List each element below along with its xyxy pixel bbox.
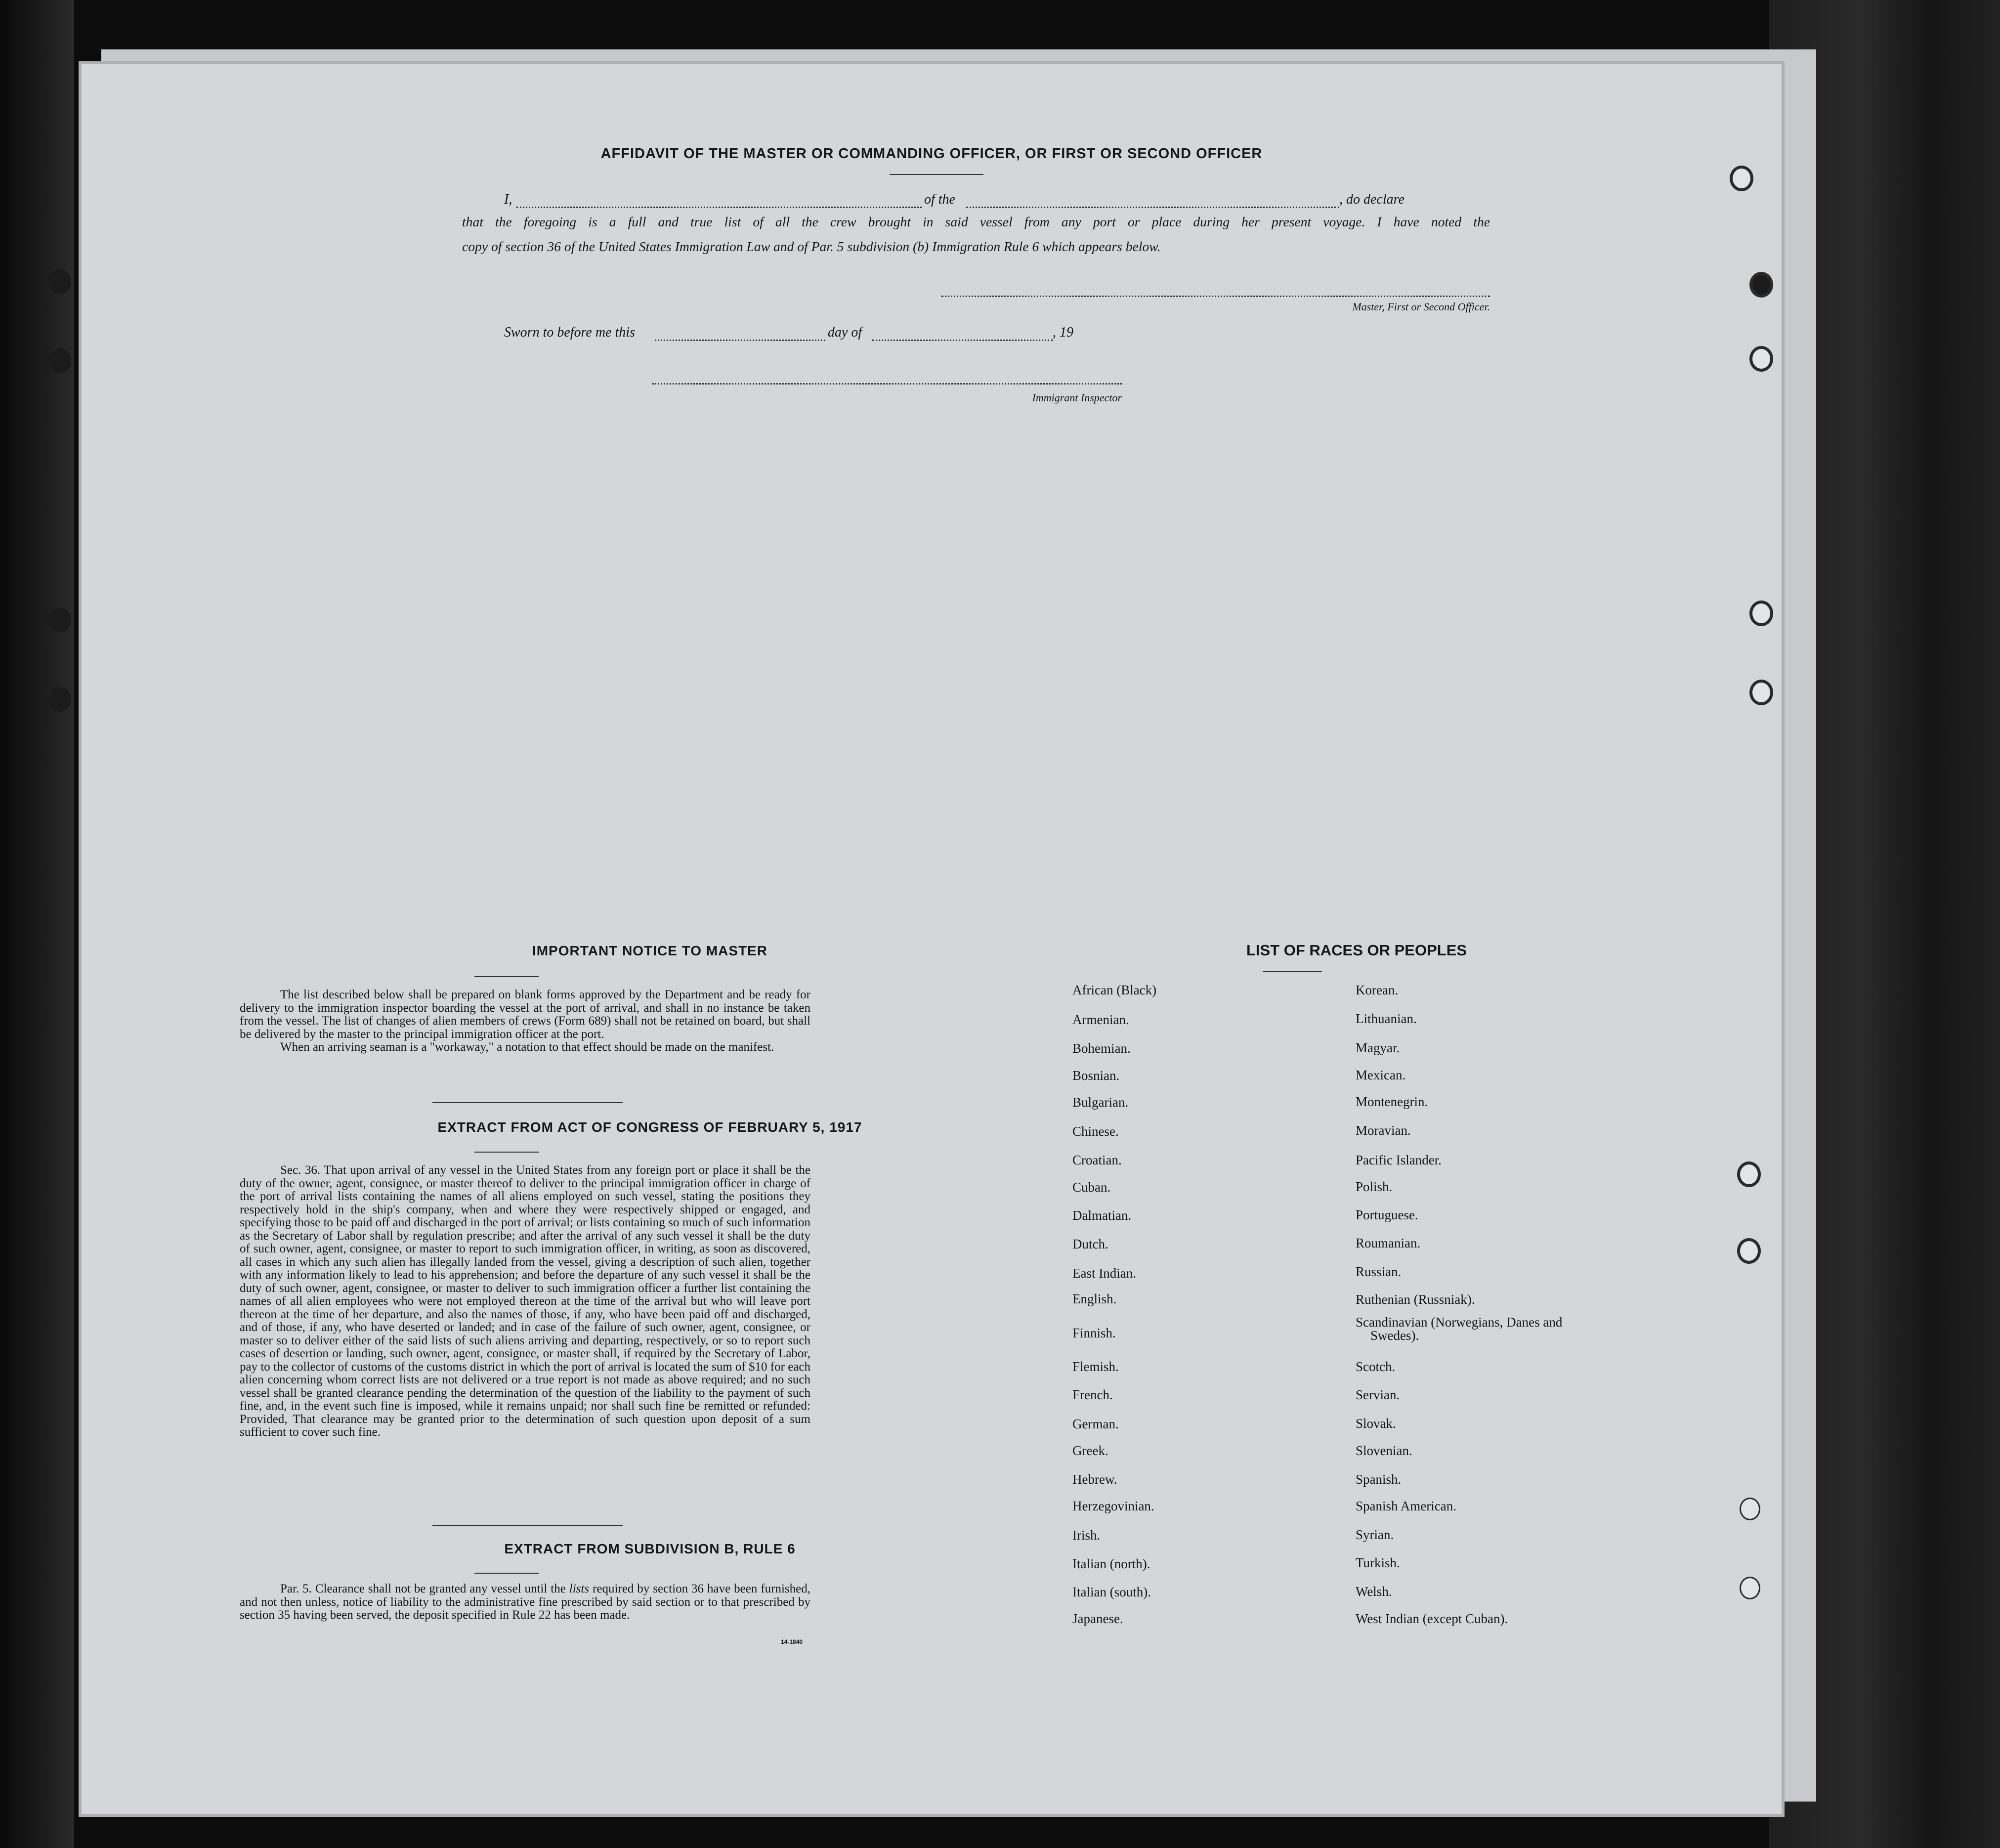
declarant-name-field[interactable]	[516, 207, 922, 208]
race-left-item: Hebrew.	[1072, 1472, 1117, 1487]
notice-title: IMPORTANT NOTICE TO MASTER	[532, 943, 768, 958]
binder-ring	[1740, 1498, 1760, 1520]
race-left-item: French.	[1072, 1387, 1113, 1402]
rule-divider	[474, 1573, 539, 1574]
binder-ring	[1740, 1577, 1760, 1599]
race-right-item: Spanish American.	[1356, 1499, 1456, 1513]
race-right-item: Syrian.	[1356, 1527, 1394, 1542]
race-left-item: Italian (north).	[1072, 1556, 1150, 1571]
binder-hole	[48, 687, 71, 712]
sworn-day-field[interactable]	[655, 340, 825, 341]
notice-paragraph-2: When an arriving seaman is a "workaway," a notation to that effect should be made on the manifest.	[280, 1040, 774, 1054]
inspector-signature-field[interactable]	[652, 383, 1122, 385]
race-right-item: Scotch.	[1356, 1359, 1396, 1374]
race-right-item: Montenegrin.	[1356, 1094, 1428, 1109]
race-right-item: Korean.	[1356, 983, 1399, 997]
rule-extract-title: EXTRACT FROM SUBDIVISION B, RULE 6	[504, 1541, 796, 1556]
binder-ring	[1749, 601, 1773, 626]
race-left-item: English.	[1072, 1291, 1117, 1306]
document-page	[82, 64, 1782, 1814]
rule-extract-body	[240, 1583, 810, 1622]
race-left-item: Irish.	[1072, 1528, 1101, 1543]
affidavit-line-2: that the foregoing is a full and true list of all the crew brought in said vessel from any port or place during her present voyage. I have noted the	[462, 214, 1490, 229]
binder-hole	[48, 348, 71, 373]
race-left-item: Chinese.	[1072, 1124, 1119, 1139]
race-left-item: Flemish.	[1072, 1359, 1119, 1374]
race-left-item: Japanese.	[1072, 1611, 1123, 1626]
race-right-item: West Indian (except Cuban).	[1356, 1611, 1508, 1626]
form-number: 14-1840	[781, 1638, 803, 1645]
race-right-item: Portuguese.	[1356, 1207, 1418, 1222]
race-left-item: Armenian.	[1072, 1012, 1129, 1027]
affidavit-line-3: copy of section 36 of the United States Immigration Law and of Par. 5 subdivision (b) Immigration Rule 6 which appears below.	[462, 239, 1161, 254]
race-right-item: Ruthenian (Russniak).	[1356, 1292, 1475, 1307]
race-left-item: Cuban.	[1072, 1180, 1111, 1195]
binder-hole	[48, 608, 71, 633]
race-right-item: Lithuanian.	[1356, 1011, 1417, 1026]
race-left-item: Bohemian.	[1072, 1041, 1131, 1056]
sworn-label: Sworn to before me this	[504, 325, 635, 340]
race-right-item: Scandinavian (Norwegians, Danes and Swedes).	[1356, 1315, 1563, 1343]
race-left-item: Greek.	[1072, 1443, 1108, 1458]
vessel-name-field[interactable]	[966, 207, 1339, 208]
affidavit-title: AFFIDAVIT OF THE MASTER OR COMMANDING OFFICER, OR FIRST OR SECOND OFFICER	[600, 146, 1263, 162]
inspector-caption: Immigrant Inspector	[1032, 391, 1122, 404]
race-right-item: Slovak.	[1356, 1416, 1396, 1431]
binder-ring	[1737, 1238, 1761, 1264]
race-right-item: Turkish.	[1356, 1555, 1400, 1570]
race-right-item: Welsh.	[1356, 1584, 1392, 1599]
sworn-line	[504, 325, 1107, 344]
binder-ring	[1737, 1161, 1761, 1187]
race-right-item: Pacific Islander.	[1356, 1153, 1442, 1167]
binder-ring	[1749, 272, 1773, 298]
notice-divider	[474, 976, 539, 977]
race-left-item: African (Black)	[1072, 983, 1157, 997]
race-right-item: Magyar.	[1356, 1040, 1400, 1055]
affidavit-line-1	[504, 192, 1490, 212]
binder-ring	[1749, 680, 1773, 705]
race-left-item: Dalmatian.	[1072, 1208, 1132, 1223]
par-5-text	[240, 1583, 810, 1622]
race-left-item: East Indian.	[1072, 1266, 1136, 1281]
officer-signature-field[interactable]	[941, 296, 1490, 297]
race-left-item: Herzegovinian.	[1072, 1499, 1154, 1513]
race-left-item: Finnish.	[1072, 1326, 1116, 1340]
race-left-item: Bosnian.	[1072, 1068, 1120, 1083]
day-of-label: day of	[828, 325, 862, 340]
par-5-text-b: required by section 36 have been furnished, and not then unless, notice of liability to the administrative fine prescribed by said section or to that prescribed by section 35 having been served, the deposit specified in Rule 22 has been made.	[240, 1582, 810, 1622]
notice-body	[240, 988, 810, 1054]
race-right-item: Spanish.	[1356, 1472, 1402, 1487]
race-right-item: Polish.	[1356, 1179, 1393, 1194]
section-divider	[432, 1102, 623, 1103]
race-left-item: German.	[1072, 1417, 1119, 1431]
race-right-item: Slovenian.	[1356, 1443, 1412, 1458]
race-right-item: Russian.	[1356, 1264, 1402, 1279]
year-label: , 19	[1053, 325, 1073, 340]
section-divider	[432, 1525, 623, 1526]
race-left-item: Dutch.	[1072, 1237, 1108, 1251]
race-right-item: Servian.	[1356, 1387, 1400, 1402]
officer-signature-caption: Master, First or Second Officer.	[1352, 301, 1490, 313]
race-right-item: Moravian.	[1356, 1123, 1411, 1138]
act-divider	[474, 1152, 539, 1153]
race-left-item: Italian (south).	[1072, 1585, 1151, 1599]
races-title: LIST OF RACES OR PEOPLES	[1246, 942, 1467, 959]
declarant-label: I,	[504, 192, 512, 207]
race-left-item: Bulgarian.	[1072, 1095, 1129, 1110]
race-left-item: Croatian.	[1072, 1153, 1122, 1167]
title-divider	[890, 174, 983, 175]
section-36-text: Sec. 36. That upon arrival of any vessel in the United States from any foreign port or place it shall be the duty of the owner, agent, consignee, or master thereof to deliver to the principal immigration officer in charge of the port of arrival lists containing the names of all aliens employed on such vessel, stating the positions they respectively hold in the ship's company, when and where they were respectively shipped or engaged, and specifying those to be paid off and discharged in the port of arrival; or lists containing so much of such information as the Secretary of Labor shall by regulation prescribe; and after the arrival of any such vessel it shall be the duty of such owner, agent, consignee, or master to report to such immigration officer, in writing, as soon as discovered, all cases in which any such alien has illegally landed from the vessel, giving a description of such alien, together with any information likely to lead to his apprehension; and before the departure of any such vessel it shall be the duty of such owner, agent, consignee, or master to deliver to such immigration officer a further list containing the names of all alien employees who were not employed thereon at the time of the arrival but who will leave port thereon at the time of her departure, and also the names of those, if any, who have been paid off and discharged, and of those, if any, who have deserted or landed; and in case of the failure of such owner, agent, consignee, or master so to deliver either of the said lists of such aliens arriving and departing, respectively, or so to report such cases of desertion or landing, such owner, agent, consignee, or master shall, if required by the Secretary of Labor, pay to the collector of customs of the customs district in which the port of arrival is located the sum of $10 for each alien concerning whom correct lists are not delivered or a true report is not made as above required; and no such vessel shall be granted clearance pending the determination of the question of the liability to the payment of such fine, and, in the event such fine is imposed, while it remains unpaid; nor shall such fine be remitted or refunded: Provided, That clearance may be granted prior to the determination of such question upon deposit of a sum sufficient to cover such fine.	[240, 1163, 810, 1439]
binder-ring	[1730, 166, 1753, 191]
par-5-lists-word: lists	[569, 1582, 590, 1595]
binder-ring	[1749, 346, 1773, 372]
notice-paragraph-1: The list described below shall be prepared on blank forms approved by the Department and be ready for delivery to the immigration inspector boarding the vessel at the port of arrival, and shall in no instance be taken from the vessel. The list of changes of alien members of crews (Form 689) shall not be retained on board, but shall be delivered by the master to the principal immigration officer at the port.	[240, 988, 810, 1041]
declare-label: , do declare	[1339, 192, 1404, 207]
races-divider	[1263, 971, 1322, 972]
race-right-item: Mexican.	[1356, 1068, 1406, 1082]
sworn-month-field[interactable]	[872, 340, 1053, 341]
binder-hole	[48, 269, 71, 294]
vessel-label: of the	[924, 192, 955, 207]
race-right-item: Roumanian.	[1356, 1236, 1421, 1250]
act-extract-body	[240, 1164, 810, 1439]
par-5-text-a: Par. 5. Clearance shall not be granted any vessel until the	[280, 1582, 569, 1595]
act-extract-title: EXTRACT FROM ACT OF CONGRESS OF FEBRUARY 5, 1917	[437, 1119, 862, 1135]
